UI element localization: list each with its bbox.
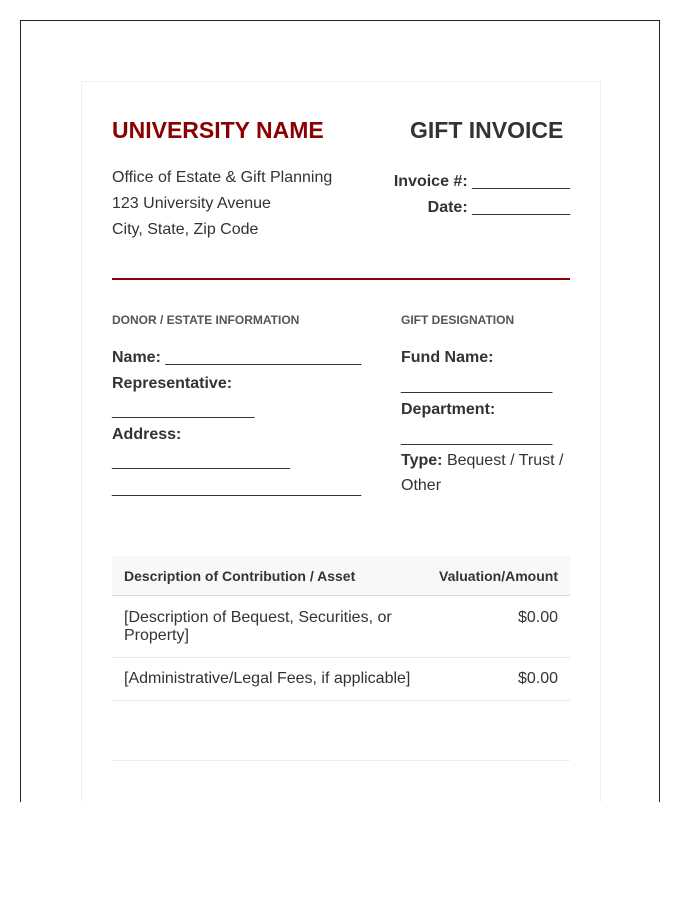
column-header-description: Description of Contribution / Asset (124, 568, 356, 584)
address-line-street: 123 University Avenue (112, 195, 271, 212)
fund-name-label: Fund Name: (401, 349, 494, 366)
table-header (112, 556, 570, 596)
donor-section-label: DONOR / ESTATE INFORMATION (112, 313, 300, 327)
table-row-2-amount: $0.00 (517, 670, 558, 687)
address-field-line2[interactable]: ____________________________ (112, 480, 362, 497)
fund-name-row (401, 349, 493, 367)
university-name: UNIVERSITY NAME (112, 117, 324, 143)
representative-row (112, 375, 232, 393)
invoice-title: GIFT INVOICE (410, 117, 564, 143)
date-label: Date: (427, 199, 468, 216)
invoice-number-row (394, 173, 570, 191)
column-header-amount: Valuation/Amount (439, 568, 558, 584)
address-label: Address: (112, 426, 182, 443)
table-row-divider (112, 700, 570, 701)
fund-name-field[interactable]: _________________ (401, 377, 553, 394)
donor-name-row (112, 349, 361, 367)
address-line-city: City, State, Zip Code (112, 221, 259, 238)
address-line-office: Office of Estate & Gift Planning (112, 169, 333, 186)
department-row (401, 401, 495, 419)
representative-field[interactable]: ________________ (112, 402, 255, 419)
date-field[interactable]: ___________ (472, 199, 570, 216)
type-value-line2: Other (401, 477, 442, 494)
donor-name-label: Name: (112, 349, 161, 366)
table-row-1-amount: $0.00 (517, 609, 558, 626)
date-row (428, 199, 570, 217)
department-field[interactable]: _________________ (401, 429, 553, 446)
header-divider (112, 278, 570, 280)
designation-section-label: GIFT DESIGNATION (401, 313, 515, 327)
department-label: Department: (401, 401, 496, 418)
table-row-1-description: [Description of Bequest, Securities, or Property] (124, 609, 392, 644)
table-row-2-description: [Administrative/Legal Fees, if applicable] (124, 670, 411, 687)
address-field-line1[interactable]: ____________________ (112, 453, 290, 470)
type-value-line1: Bequest / Trust / (446, 452, 564, 469)
invoice-number-field[interactable]: ___________ (472, 173, 570, 190)
donor-name-field[interactable]: ______________________ (165, 349, 362, 366)
representative-label: Representative: (112, 375, 233, 392)
type-row (401, 452, 563, 470)
address-row (112, 426, 181, 444)
invoice-number-label: Invoice #: (393, 173, 468, 190)
type-label: Type: (401, 452, 443, 469)
table-row-divider (112, 657, 570, 658)
table-empty-row-divider (112, 760, 570, 761)
